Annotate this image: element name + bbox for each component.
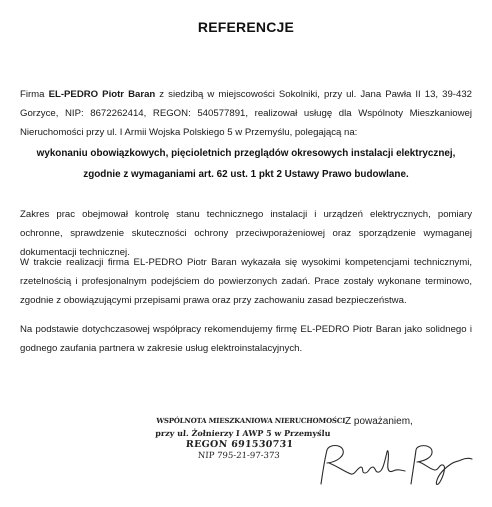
handwritten-signature-icon [315,440,475,490]
intro-prefix: Firma [20,89,49,100]
service-line-1: wykonaniu obowiązkowych, pięcioletnich przeglądów okresowych instalacji elektrycznej, [36,148,456,159]
intro-paragraph [20,85,472,142]
scope-paragraph: Zakres prac obejmował kontrolę stanu technicznego instalacji i urządzeń elektrycznych, pomiary ochronne, sprawdzenie skuteczności ochrony przeciwporażeniowej oraz sporządzenie wymaganej dokumentacji technicznej. [20,209,472,258]
service-description [20,143,472,185]
intro-text: z siedzibą w miejscowości Sokolniki, przy ul. Jana Pawła II 13, 39-432 Gorzyce, NIP: 8672262414, REGON: 540577891, realizował usługę dla Wspólnoty Mieszkaniowej Nieruchomości przy ul. I Armii Wojska Polskiego 5 w Przemyślu, polegającą na: [20,89,472,138]
stamp-line-1: WSPÓLNOTA MIESZKANIOWA NIERUCHOMOŚCI [155,416,346,425]
company-name: EL-PEDRO Piotr Baran [48,89,156,100]
stamp-line-3: REGON 691530731 [185,439,294,450]
stamp-line-4: NIP 795-21-97-373 [197,451,281,461]
competence-paragraph: W trakcie realizacji firma EL-PEDRO Piotr Baran wykazała się wysokimi kompetencjami technicznymi, rzetelnością i profesjonalnym podejściem do powierzonych zadań. Prace zostały wykonane terminowo, zgodnie z obowiązującymi przepisami prawa oraz przy zachowaniu zasad bezpieczeństwa. [20,257,472,306]
closing-text: Z poważaniem, [345,416,413,427]
document-title: REFERENCJE [197,19,295,35]
official-stamp [153,415,346,462]
recommendation-paragraph: Na podstawie dotychczasowej współpracy rekomendujemy firmę EL-PEDRO Piotr Baran jako solidnego i godnego zaufania partnera w zakresie usług elektroinstalacyjnych. [20,324,472,354]
stamp-line-2: przy ul. Żołnierzy I AWP 5 w Przemyślu [155,428,331,438]
service-line-2: zgodnie z wymaganiami art. 62 ust. 1 pkt 2 Ustawy Prawo budowlane. [83,169,409,180]
